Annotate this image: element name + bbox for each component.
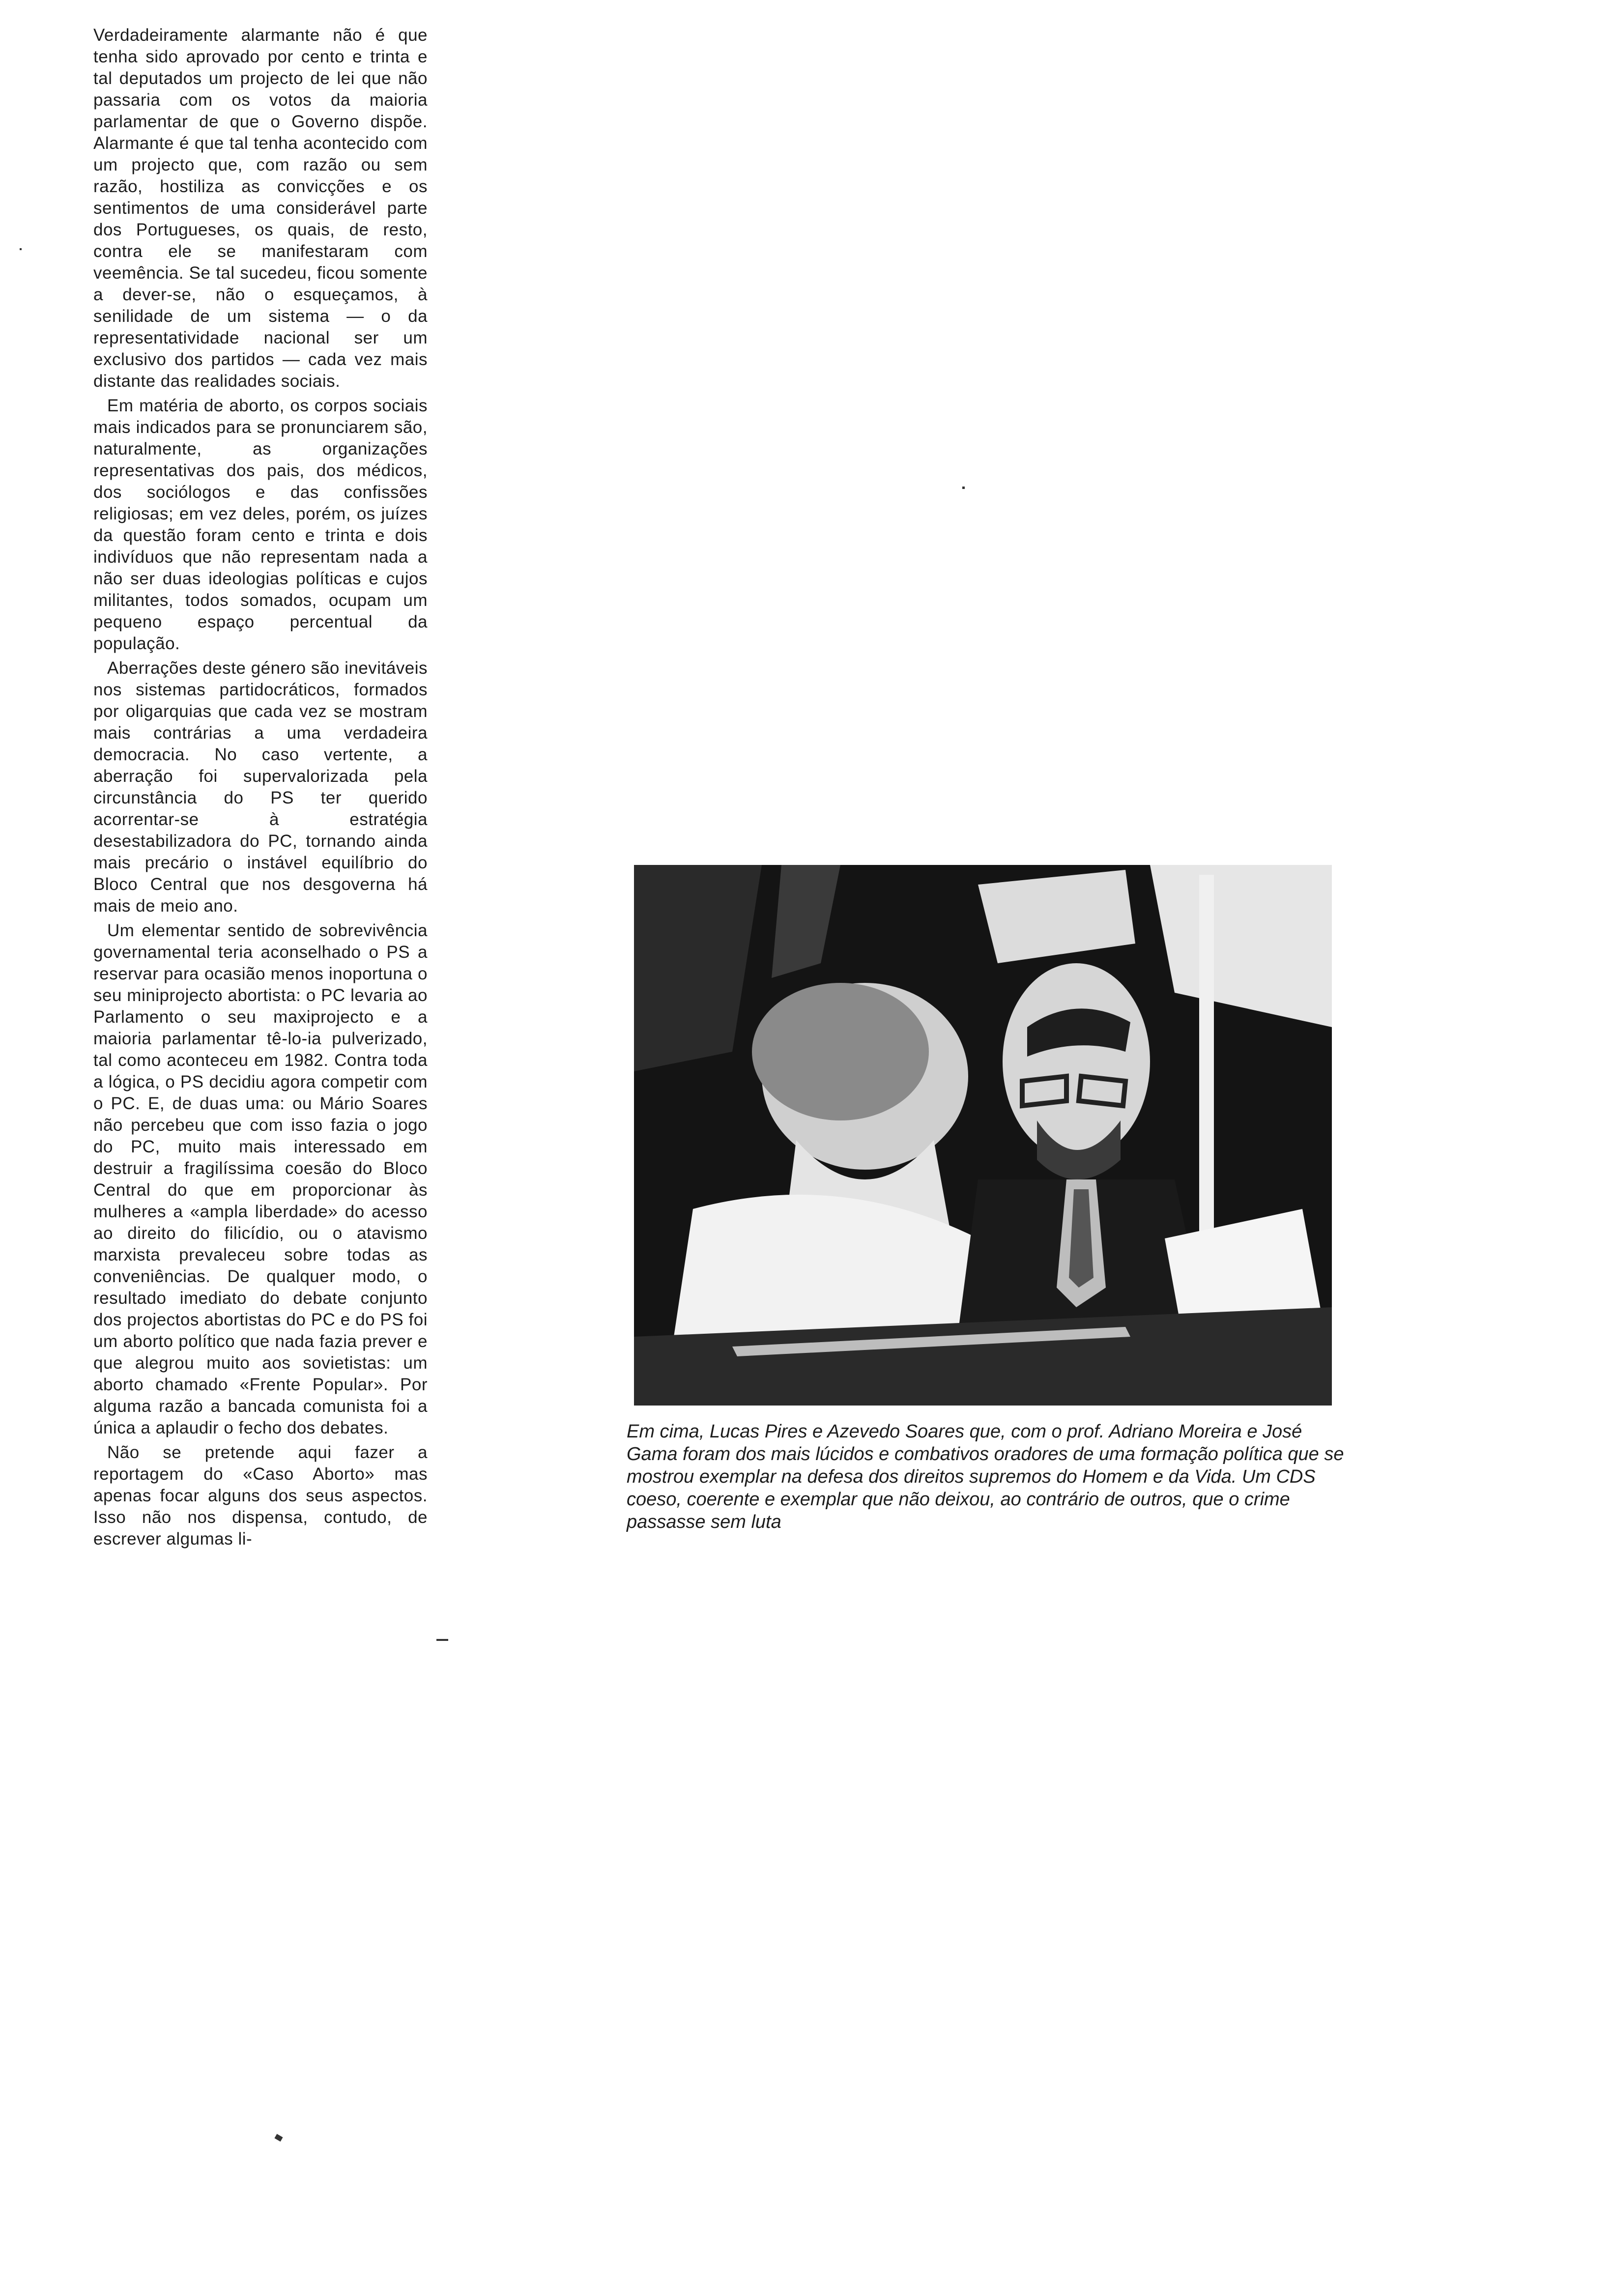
article-column <box>93 25 428 1553</box>
article-paragraph: Verdadeiramente alarmante não é que tenha sido aprovado por cento e trinta e tal deputados um projecto de lei que não passaria com os votos da maioria parlamentar de que o Governo dispõe. Alarmante é que tal tenha acontecido com um projecto que, com razão ou sem razão, hostiliza as convicções e os sentimentos de uma considerável parte dos Portugueses, os quais, de resto, contra ele se manifestaram com veemência. Se tal sucedeu, ficou somente a dever-se, não o esqueçamos, à senilidade de um sistema — o da representatividade nacional ser um exclusivo dos partidos — cada vez mais distante das realidades sociais. <box>93 26 428 391</box>
news-photo <box>634 865 1332 1406</box>
scan-artifact <box>436 1639 448 1641</box>
photo-icon <box>634 865 1332 1406</box>
article-paragraph: Um elementar sentido de sobrevivência governamental teria aconselhado o PS a reservar para ocasião menos inoportuna o seu miniprojecto abortista: o PC levaria ao Parlamento o seu maxiprojecto e a maioria parlamentar tê-lo-ia pulverizado, tal como aconteceu em 1982. Contra toda a lógica, o PS decidiu agora competir com o PC. E, de duas uma: ou Mário Soares não percebeu que com isso fazia o jogo do PC, muito mais interessado em destruir a fragilíssima coesão do Bloco Central do que em proporcionar às mulheres a «ampla liberdade» do acesso ao direito do filicídio, ou o atavismo marxista prevaleceu sobre todas as conveniências. De qualquer modo, o resultado imediato do debate conjunto dos projectos abortistas do PC e do PS foi um aborto político que nada fazia prever e que alegrou muito aos sovietistas: um aborto chamado «Frente Popular». Por alguma razão a bancada comunista foi a única a aplaudir o fecho dos debates. <box>93 921 428 1437</box>
scan-artifact <box>962 487 965 489</box>
photo-caption: Em cima, Lucas Pires e Azevedo Soares que, com o prof. Adriano Moreira e José Gama foram dos mais lúcidos e combativos oradores de uma formação política que se mostrou exemplar na defesa dos direitos supremos do Homem e da Vida. Um CDS coeso, coerente e exemplar que não deixou, ao contrário de outros, que o crime passasse sem luta <box>627 1421 1344 1532</box>
scan-artifact <box>274 2134 283 2142</box>
article-paragraph: Em matéria de aborto, os corpos sociais mais indicados para se pronunciarem são, naturalmente, as organizações representativas dos pais, dos médicos, dos sociólogos e das confissões religiosas; em vez deles, porém, os juízes da questão foram cento e trinta e dois indivíduos que não representam nada a não ser duas ideologias políticas e cujos militantes, todos somados, ocupam um pequeno espaço percentual da população. <box>93 396 428 653</box>
scan-artifact <box>20 248 22 250</box>
article-paragraph: Aberrações deste género são inevitáveis nos sistemas partidocráticos, formados por oligarquias que cada vez se mostram mais contrárias a uma verdadeira democracia. No caso vertente, a aberração foi supervalorizada pela circunstância do PS ter querido acorrentar-se à estratégia desestabilizadora do PC, tornando ainda mais precário o instável equilíbrio do Bloco Central que nos desgoverna há mais de meio ano. <box>93 659 428 916</box>
article-paragraph: Não se pretende aqui fazer a reportagem do «Caso Aborto» mas apenas focar alguns dos seus aspectos. Isso não nos dispensa, contudo, de escrever algumas li- <box>93 1443 428 1549</box>
